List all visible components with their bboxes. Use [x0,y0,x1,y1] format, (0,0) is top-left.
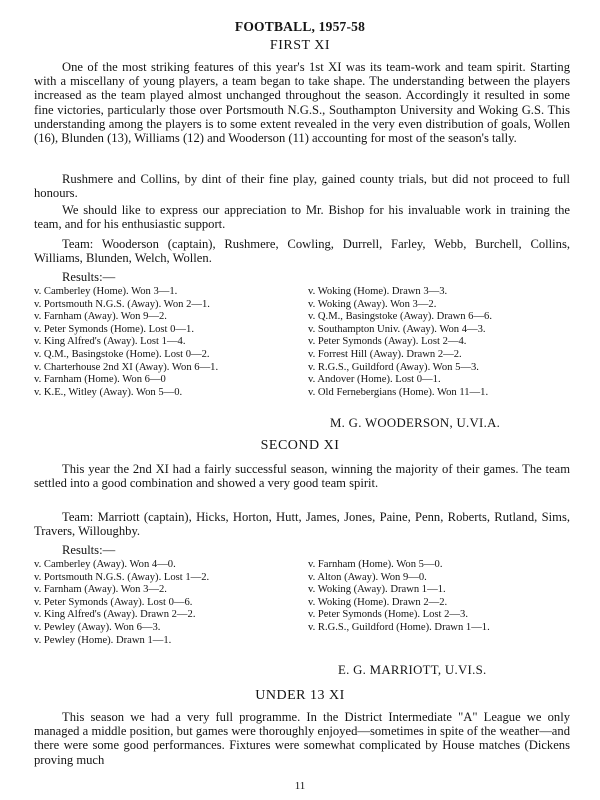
result-row: v. Camberley (Home). Won 3—1. [34,286,178,297]
result-row: v. Woking (Home). Drawn 2—2. [308,596,448,608]
result-row: v. R.G.S., Guildford (Away). Won 5—3. [308,361,479,373]
result-row: v. Charterhouse 2nd XI (Away). Won 6—1. [34,361,219,373]
first-xi-results-left [34,286,218,399]
result-row: v. Farnham (Home). Won 5—0. [308,559,443,570]
result-row: v. Portsmouth N.G.S. (Away). Lost 1—2. [34,571,210,583]
first-xi-team-list: Team: Wooderson (captain), Rushmere, Cowling, Durrell, Farley, Webb, Burchell, Collins, Williams, Blunden, Welch, Wollen. [34,237,570,266]
second-xi-heading: SECOND XI [260,438,340,453]
result-row: v. Peter Symonds (Home). Lost 2—3. [308,609,468,621]
first-xi-paragraph-2: Rushmere and Collins, by dint of their fine play, gained county trials, but did not proceed to full honours. [34,172,570,201]
result-row: v. Camberley (Away). Won 4—0. [34,559,176,570]
result-row: v. Forrest Hill (Away). Drawn 2—2. [308,348,462,360]
first-xi-results-label: Results:— [62,270,116,284]
result-row: v. R.G.S., Guildford (Home). Drawn 1—1. [308,621,490,633]
first-xi-paragraph-1: One of the most striking features of this year's 1st XI was its team-work and team spirit. Starting with a miscellany of young players, a team began to take shape. The understanding between the players increased as the team played almost unchanged throughout the season. Accordingly it resulted in some fine victories, particularly those over Portsmouth N.G.S., Southampton University and Woking G.S. This understanding among the players is to some extent revealed in the very even distribution of goals, Wollen (16), Blunden (13), Williams (12) and Wooderson (11) accounting for most of the season's tally. [34,60,570,146]
first-xi-signature: M. G. WOODERSON, U.VI.A. [330,416,501,430]
result-row: v. Old Fernebergians (Home). Won 11—1. [308,386,489,398]
result-row: v. Southampton Univ. (Away). Won 4—3. [308,323,486,335]
result-row: v. King Alfred's (Away). Lost 1—4. [34,336,186,348]
result-row: v. Woking (Away). Drawn 1—1. [308,584,446,596]
result-row: v. King Alfred's (Away). Drawn 2—2. [34,609,196,621]
first-xi-heading: FIRST XI [269,38,331,53]
first-xi-results-right [308,286,492,399]
result-row: v. Farnham (Away). Won 9—2. [34,311,167,323]
under-13-xi-paragraph: This season we had a very full programme. In the District Intermediate "A" League we only managed a middle position, but games were thoroughly enjoyed—sometimes in spite of the weather—and there were some good performances. Fixtures were somewhat complicated by House matches (Dickens proving much [34,710,570,767]
result-row: v. Woking (Home). Drawn 3—3. [308,286,448,297]
second-xi-paragraph-1: This year the 2nd XI had a fairly successful season, winning the majority of their games. The team settled into a good combination and showed a very good team spirit. [34,462,570,491]
second-xi-results-label: Results:— [62,543,116,557]
result-row: v. Peter Symonds (Away). Lost 2—4. [308,336,467,348]
second-xi-results-left [34,559,209,647]
result-row: v. Woking (Away). Won 3—2. [308,298,437,310]
first-xi-paragraph-3: We should like to express our appreciation to Mr. Bishop for his invaluable work in training the team, and for his enthusiastic support. [34,203,570,232]
second-xi-results-right [308,559,490,635]
under-13-xi-heading: UNDER 13 XI [255,688,345,703]
document-title: FOOTBALL, 1957-58 [234,19,366,34]
second-xi-signature: E. G. MARRIOTT, U.VI.S. [338,663,487,677]
result-row: v. Alton (Away). Won 9—0. [308,571,427,583]
result-row: v. K.E., Witley (Away). Won 5—0. [34,386,183,398]
result-row: v. Peter Symonds (Home). Lost 0—1. [34,323,194,335]
result-row: v. Andover (Home). Lost 0—1. [308,374,441,386]
result-row: v. Peter Symonds (Away). Lost 0—6. [34,596,193,608]
result-row: v. Portsmouth N.G.S. (Away). Won 2—1. [34,298,210,310]
result-row: v. Q.M., Basingstoke (Home). Lost 0—2. [34,348,210,360]
result-row: v. Pewley (Away). Won 6—3. [34,621,161,633]
result-row: v. Pewley (Home). Drawn 1—1. [34,634,172,646]
result-row: v. Q.M., Basingstoke (Away). Drawn 6—6. [308,311,492,323]
second-xi-team-list: Team: Marriott (captain), Hicks, Horton, Hutt, James, Jones, Paine, Penn, Roberts, Rutland, Sims, Travers, Willoughby. [34,510,570,539]
result-row: v. Farnham (Away). Won 3—2. [34,584,167,596]
result-row: v. Farnham (Home). Won 6—0 [34,374,166,386]
page-number: 11 [294,780,306,792]
